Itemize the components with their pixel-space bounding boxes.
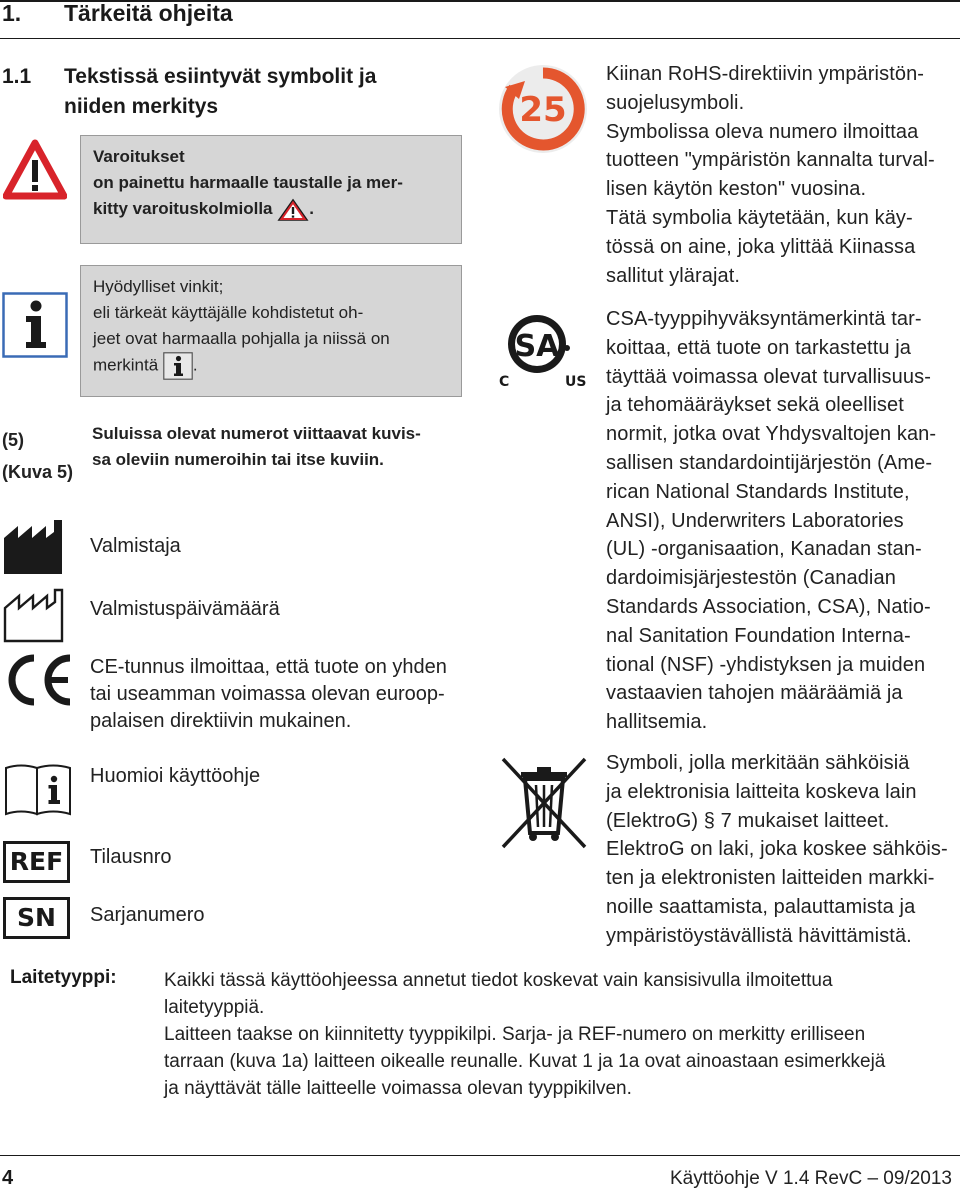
csa-line: nal Sanitation Foundation Interna- xyxy=(606,624,911,647)
csa-line: vastaavien tahojen määräämiä ja xyxy=(606,682,903,705)
footer-rule xyxy=(0,1155,960,1156)
ref-mark-icon: REF xyxy=(3,841,70,883)
csa-line: hallitsemia. xyxy=(606,711,708,734)
rohs-line: Kiinan RoHS-direktiivin ympäristön- xyxy=(606,63,925,85)
csa-line: CSA-tyyppihyväksyntämerkintä tar- xyxy=(606,308,922,330)
csa-line: täyttää voimassa olevat turvallisuus- xyxy=(606,365,931,388)
warning-box-line3-text: kitty varoituskolmiolla xyxy=(93,199,273,218)
rohs-line: Symbolissa oleva numero ilmoittaa xyxy=(606,120,919,143)
weee-line: ten ja elektronisten laitteiden markki- xyxy=(606,867,935,890)
warning-box-line3 xyxy=(93,196,449,222)
weee-crossed-bin-icon xyxy=(497,755,591,851)
device-type-line: laitetyyppiä. xyxy=(164,997,265,1018)
device-type-line: Laitteen taakse on kiinnitetty tyyppikilpi. Sarja- ja REF-numero on merkitty erilliseen xyxy=(164,1024,866,1045)
tips-box-line4 xyxy=(93,352,449,380)
rohs-line: tössä on aine, joka ylittää Kiinassa xyxy=(606,235,916,258)
rohs-line: tuotteen "ympäristön kannalta turval- xyxy=(606,149,935,172)
svg-text:SA: SA xyxy=(514,329,560,364)
manufacturer-text: Valmistaja xyxy=(90,535,181,557)
csa-line: Standards Association, CSA), Natio- xyxy=(606,595,931,618)
device-type-label: Laitetyyppi: xyxy=(10,967,117,988)
csa-description xyxy=(606,305,956,737)
ce-text-line2: tai useamman voimassa olevan euroop- xyxy=(90,683,445,705)
document-reference: Käyttöohje V 1.4 RevC – 09/2013 xyxy=(669,1168,952,1189)
csa-us-mark-icon xyxy=(497,312,593,390)
ce-text xyxy=(90,654,470,735)
chapter-title: Tärkeitä ohjeita xyxy=(64,0,233,26)
warning-triangle-icon xyxy=(3,138,67,202)
warning-box xyxy=(80,135,462,244)
figure-ref-text-line2: sa oleviin numeroihin tai itse kuviin. xyxy=(92,450,384,469)
tips-box-line4-text: merkintä xyxy=(93,355,159,375)
manufacture-date-text: Valmistuspäivämäärä xyxy=(90,598,280,620)
figure-ref-label1: (5) xyxy=(2,430,24,450)
rohs-description xyxy=(606,60,956,290)
manufacturer-icon xyxy=(2,518,66,576)
chapter-heading xyxy=(2,0,233,27)
chapter-number: 1. xyxy=(2,0,22,26)
warning-box-title: Varoitukset xyxy=(93,147,185,166)
header-bottom-rule xyxy=(0,38,960,39)
tips-box-line3: jeet ovat harmaalla pohjalla ja niissä on xyxy=(93,329,390,348)
small-warning-triangle-icon xyxy=(277,198,309,222)
svg-text:C: C xyxy=(499,374,510,390)
svg-text:US: US xyxy=(565,374,587,390)
csa-line: dardoimisjärjestestön (Canadian xyxy=(606,567,896,590)
rohs-25-icon xyxy=(497,63,589,155)
tips-box-line2: eli tärkeät käyttäjälle kohdistetut oh- xyxy=(93,303,364,322)
warning-box-line3-end: . xyxy=(309,199,314,218)
section-heading xyxy=(2,62,376,122)
device-type-line: Kaikki tässä käyttöohjeessa annetut tiedot koskevat vain kansisivulla ilmoitettua xyxy=(164,970,833,991)
section-title-line2: niiden merkitys xyxy=(64,95,219,118)
book-info-icon xyxy=(3,762,73,818)
small-info-icon xyxy=(163,352,193,380)
weee-line: ElektroG on laki, joka koskee sähköis- xyxy=(606,838,948,861)
weee-description xyxy=(606,749,956,951)
figure-ref-text xyxy=(92,421,472,473)
tips-box-line4-end: . xyxy=(192,355,198,375)
sn-mark-icon: SN xyxy=(3,897,70,939)
csa-line: tional (NSF) -yhdistyksen ja muiden xyxy=(606,653,926,676)
figure-ref-label2: (Kuva 5) xyxy=(2,462,74,482)
csa-line: rican National Standards Institute, xyxy=(606,480,910,503)
manufacture-date-icon xyxy=(2,586,66,644)
weee-line: (ElektroG) § 7 mukaiset laitteet. xyxy=(606,809,890,832)
section-number: 1.1 xyxy=(2,65,32,88)
csa-line: ja tehomääräykset sekä oleelliset xyxy=(606,394,904,417)
page-number: 4 xyxy=(2,1167,14,1189)
device-type-text xyxy=(164,967,954,1102)
csa-line: koittaa, että tuote on tarkastettu ja xyxy=(606,336,911,359)
rohs-line: lisen käytön keston" vuosina. xyxy=(606,178,867,201)
ref-text: Tilausnro xyxy=(90,846,172,868)
figure-ref-text-line1: Suluissa olevat numerot viittaavat kuvis- xyxy=(92,424,421,443)
device-type-line: ja näyttävät tälle laitteelle voimassa olevan tyyppikilven. xyxy=(164,1078,632,1099)
csa-line: sallisen standardointijärjestön (Ame- xyxy=(606,451,933,474)
sn-text: Sarjanumero xyxy=(90,904,205,926)
warning-box-line2: on painettu harmaalle taustalle ja mer- xyxy=(93,173,403,192)
tips-box-line1: Hyödylliset vinkit; xyxy=(93,277,224,296)
ce-text-line1: CE-tunnus ilmoittaa, että tuote on yhden xyxy=(90,656,447,678)
weee-line: ja elektronisia laitteita koskeva lain xyxy=(606,780,917,803)
csa-line: (UL) -organisaation, Kanadan stan- xyxy=(606,538,922,561)
tips-box xyxy=(80,265,462,397)
device-type-line: tarraan (kuva 1a) laitteen oikealle reunalle. Kuvat 1 ja 1a ovat ainoastaan esimerkkejä xyxy=(164,1051,886,1072)
weee-line: noille saattamista, palauttamista ja xyxy=(606,895,916,918)
section-title-line1: Tekstissä esiintyvät symbolit ja xyxy=(64,65,377,88)
figure-ref-label xyxy=(2,427,73,485)
ce-text-line3: palaisen direktiivin mukainen. xyxy=(90,710,352,732)
weee-line: ympäristöystävällistä hävittämistä. xyxy=(606,924,912,947)
ce-mark-icon xyxy=(2,654,74,706)
rohs-line: sallitut ylärajat. xyxy=(606,264,741,287)
info-icon xyxy=(2,292,68,358)
rohs-number: 25 xyxy=(519,90,567,130)
weee-line: Symboli, jolla merkitään sähköisiä xyxy=(606,752,910,774)
instructions-text: Huomioi käyttöohje xyxy=(90,765,261,787)
csa-line: normit, jotka ovat Yhdysvaltojen kan- xyxy=(606,423,937,446)
csa-line: ANSI), Underwriters Laboratories xyxy=(606,509,904,532)
rohs-line: suojelusymboli. xyxy=(606,91,745,114)
rohs-line: Tätä symbolia käytetään, kun käy- xyxy=(606,206,913,229)
